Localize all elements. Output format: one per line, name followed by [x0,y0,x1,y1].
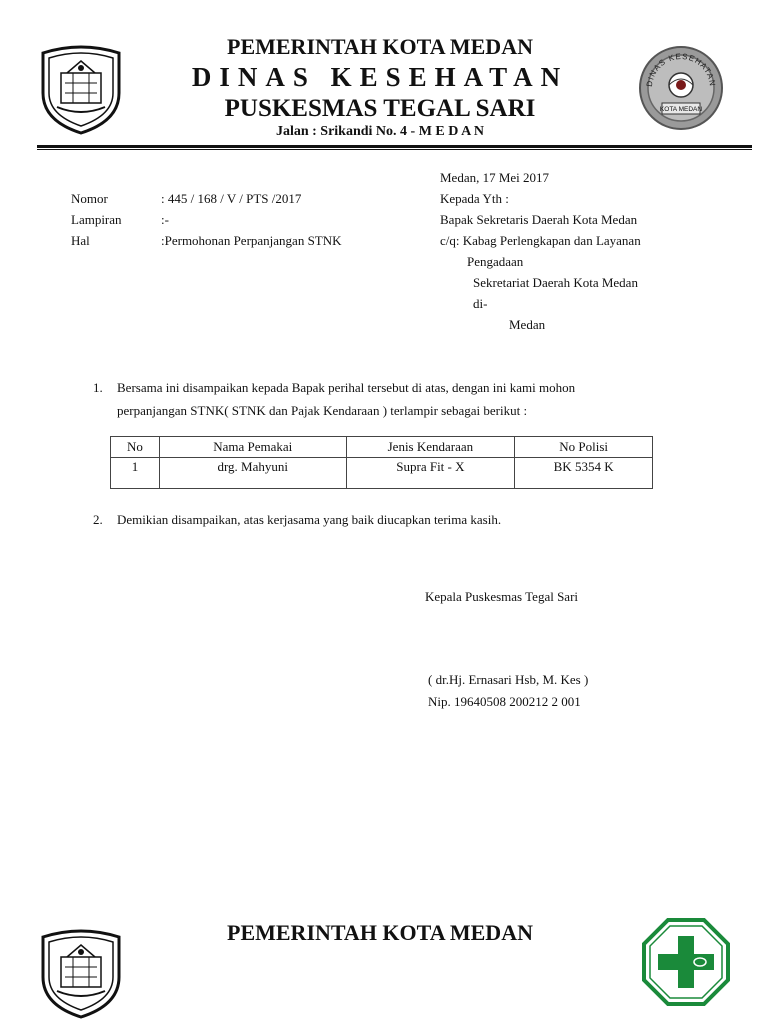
recipient-line: Sekretariat Daerah Kota Medan [473,275,638,290]
table-header-cell: No [111,437,160,458]
header-divider-thin [37,149,752,150]
paragraph-2: Demikian disampaikan, atas kerjasama yang baik diucapkan terima kasih. [117,512,502,527]
table-cell-user: drg. Mahyuni [159,458,346,489]
recipient-line: di- [473,296,488,311]
meta-label-lampiran: Lampiran [71,212,122,227]
footer-government-title: PEMERINTAH KOTA MEDAN [227,920,533,945]
recipient-line: Kepada Yth : [440,191,509,206]
header-divider [37,145,752,148]
puskesmas-cross-logo-icon [642,918,730,1006]
table-cell-no: 1 [111,458,160,489]
meta-label-hal: Hal [71,233,90,248]
recipient-line: Bapak Sekretaris Daerah Kota Medan [440,212,638,227]
table-cell-plate: BK 5354 K [515,458,653,489]
svg-text:KOTA MEDAN: KOTA MEDAN [659,106,703,113]
signature-title: Kepala Puskesmas Tegal Sari [425,589,579,604]
table-header-row [111,437,653,458]
recipient-line: c/q: Kabag Perlengkapan dan Layanan [440,233,641,248]
signature-nip: Nip. 19640508 200212 2 001 [428,694,581,709]
meta-value-lampiran: :- [161,212,169,227]
paragraph-number: 1. [93,380,103,395]
header-address: Jalan : Srikandi No. 4 - M E D A N [275,124,485,139]
paragraph-1-line-1: Bersama ini disampaikan kepada Bapak perihal tersebut di atas, dengan ini kami mohon [117,380,576,395]
signature-name: ( dr.Hj. Ernasari Hsb, M. Kes ) [428,672,589,687]
meta-value-hal: :Permohonan Perpanjangan STNK [161,233,342,248]
recipient-line: Pengadaan [467,254,524,269]
recipient-line: Medan [509,317,546,332]
header-government-title: PEMERINTAH KOTA MEDAN [227,34,533,59]
header-puskesmas-title: PUSKESMAS TEGAL SARI [224,95,536,122]
meta-label-nomor: Nomor [71,191,108,206]
letter-date: Medan, 17 Mei 2017 [440,170,550,185]
kota-medan-emblem-icon [37,43,125,135]
paragraph-1-line-2: perpanjangan STNK( STNK dan Pajak Kendaraan ) terlampir sebagai berikut : [117,403,528,418]
table-header-cell: No Polisi [515,437,653,458]
table-cell-vehicle: Supra Fit - X [346,458,515,489]
meta-value-nomor: : 445 / 168 / V / PTS /2017 [161,191,302,206]
svg-text:DINAS KESEHATAN: DINAS KESEHATAN [644,51,718,88]
header-department-title: DINAS KESEHATAN [191,62,569,92]
table-header-cell: Jenis Kendaraan [346,437,515,458]
table-row [111,458,653,489]
paragraph-number: 2. [93,512,103,527]
vehicle-table [110,436,653,489]
kota-medan-emblem-icon [37,927,125,1019]
dinas-kesehatan-badge-icon [638,45,724,131]
table-header-cell: Nama Pemakai [159,437,346,458]
